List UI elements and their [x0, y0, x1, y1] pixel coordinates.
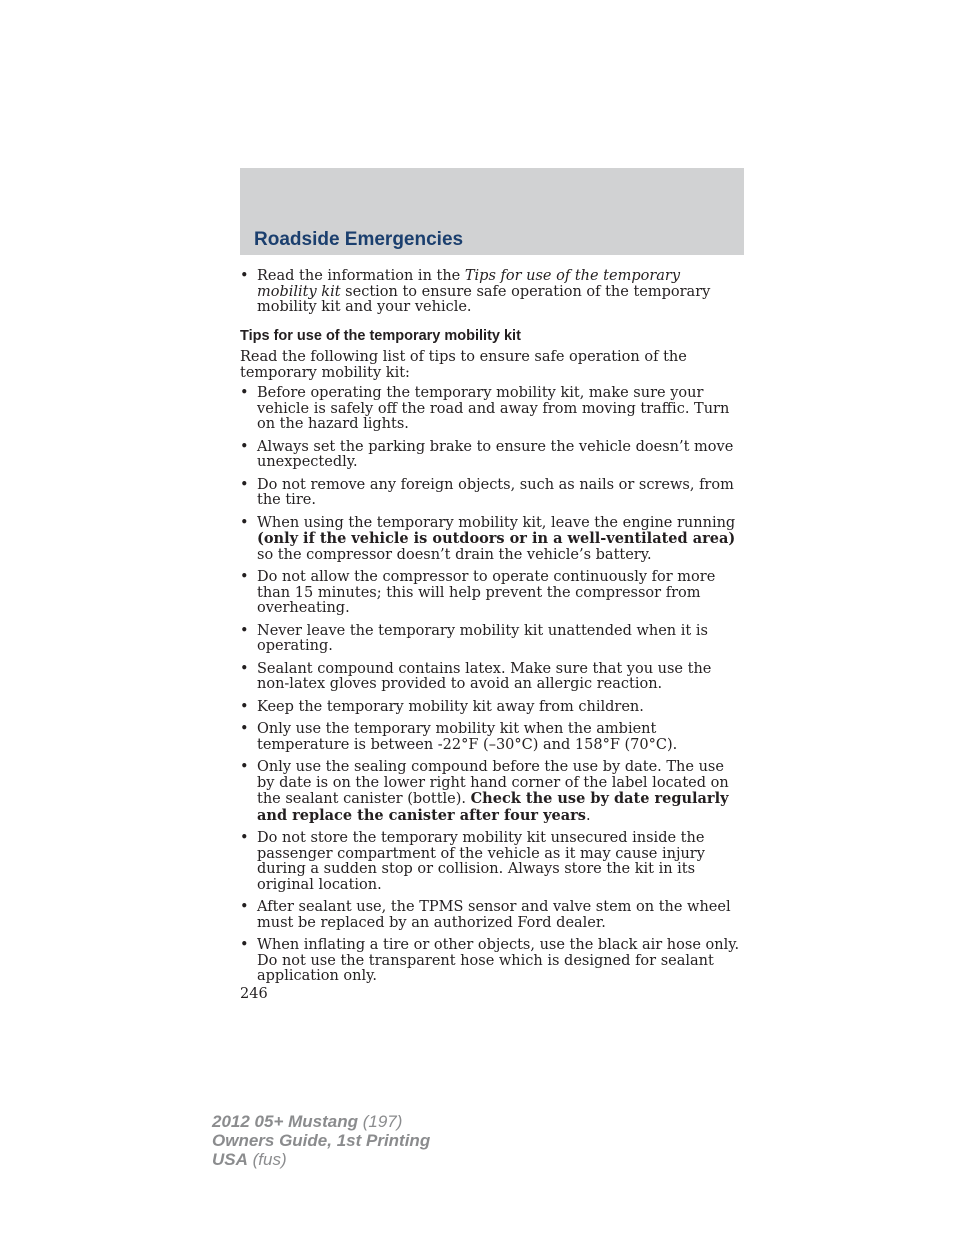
page-content [240, 269, 744, 1002]
tip-item-2: • Always set the parking brake to ensure the vehicle doesn’t move unexpectedly. [240, 440, 744, 471]
tip-10-text: Only use the sealing compound before the use by date. The use by date is on the lower right hand corner of the label located on the sealant canister (bottle). [257, 759, 729, 807]
tip-item-10 [240, 760, 744, 824]
tip-item-4 [240, 516, 744, 564]
tip-item-6: • Never leave the temporary mobility kit unattended when it is operating. [240, 624, 744, 655]
intro-bullet [240, 269, 744, 316]
tip-item-3: • Do not remove any foreign objects, such as nails or screws, from the tire. [240, 478, 744, 509]
footer-market: USA [212, 1150, 248, 1169]
tip-4-text: When using the temporary mobility kit, leave the engine running [257, 514, 736, 531]
footer-model-code: (197) [358, 1112, 403, 1131]
document-footer [212, 1112, 430, 1169]
footer-market-code: (fus) [247, 1150, 287, 1169]
footer-line-edition [212, 1131, 430, 1150]
footer-line-model [212, 1112, 430, 1131]
footer-model: 2012 05+ Mustang [212, 1112, 358, 1131]
section-title: Roadside Emergencies [254, 229, 464, 250]
tips-lead: Read the following list of tips to ensure safe operation of the temporary mobility kit: [240, 349, 687, 381]
tip-item-8: • Keep the temporary mobility kit away from children. [240, 700, 744, 716]
tip-item-1: • Before operating the temporary mobility kit, make sure your vehicle is safely off the road and away from moving traffic. Turn on the hazard lights. [240, 386, 744, 433]
page-number: 246 [240, 985, 268, 1002]
tip-item-11: • Do not store the temporary mobility kit unsecured inside the passenger compartment of the vehicle as it may cause injury during a sudden stop or collision. Always store the kit in its original location. [240, 831, 744, 893]
footer-edition: Owners Guide, 1st Printing [212, 1131, 431, 1150]
tip-item-7: • Sealant compound contains latex. Make sure that you use the non-latex gloves provided to avoid an allergic reaction. [240, 662, 744, 693]
tip-item-5: • Do not allow the compressor to operate continuously for more than 15 minutes; this will help prevent the compressor from overheating. [240, 570, 744, 617]
tip-item-9: • Only use the temporary mobility kit when the ambient temperature is between -22°F (–30°C) and 158°F (70°C). [240, 722, 744, 753]
tips-list [240, 386, 744, 985]
footer-line-market [212, 1150, 430, 1169]
tip-10-emphasis: Check the use by date regularly and replace the canister after four years [257, 790, 729, 824]
intro-text-prefix: Read the information in the [257, 268, 465, 284]
tip-item-12: • After sealant use, the TPMS sensor and valve stem on the wheel must be replaced by an authorized Ford dealer. [240, 900, 744, 931]
tip-4-emphasis: (only if the vehicle is outdoors or in a well-ventilated area) [257, 530, 736, 547]
tip-item-13: • When inflating a tire or other objects, use the black air hose only. Do not use the transparent hose which is designed for sealant application only. [240, 938, 744, 985]
tips-heading: Tips for use of the temporary mobility kit [240, 327, 521, 344]
intro-text-suffix: section to ensure safe operation of the temporary mobility kit and your vehicle. [257, 283, 711, 315]
intro-list [240, 269, 744, 316]
intro-crossref: Tips for use of the temporary mobility kit [257, 268, 681, 300]
tip-10-text-end: . [585, 807, 591, 824]
section-header-band [240, 168, 744, 255]
tip-4-text-end: so the compressor doesn’t drain the vehicle’s battery. [257, 546, 652, 563]
